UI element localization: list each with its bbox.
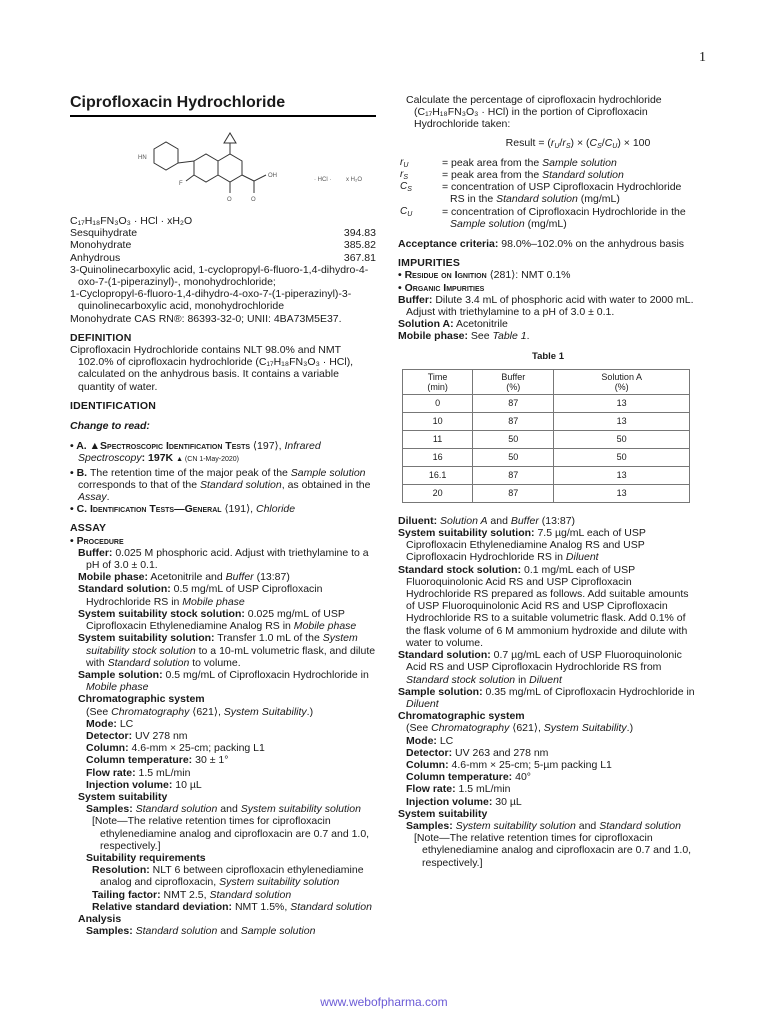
assay-ss-stock-solution: System suitability stock solution: 0.025 mg/mL of USP Ciprofloxacin Ethylenediamine Analog RS in Mobile phase <box>78 607 357 633</box>
identification-heading: IDENTIFICATION <box>70 399 157 412</box>
calc-text: Calculate the percentage of ciprofloxacin hydrochloride (C₁₇H₁₈FN₃O₃ · HCl) in the portion of Ciprofloxacin Hydrochloride taken: <box>406 94 662 131</box>
svg-text:F: F <box>179 181 183 187</box>
oi-buffer: Buffer: Dilute 3.4 mL of phosphoric acid with water to 2000 mL. Adjust with triethylamine to a pH of 3.0 ± 0.1. <box>398 293 694 319</box>
assay-resolution: Resolution: NLT 6 between ciprofloxacin ethylenediamine analog and ciprofloxacin, System suitability solution <box>92 864 364 889</box>
oi-ss-solution: System suitability solution: 7.5 µg/mL each of USP Ciprofloxacin Ethylenediamine Analog RS and USP Ciprofloxacin Hydrochloride RS in Diluent <box>398 527 646 564</box>
assay-sample-solution: Sample solution: 0.5 mg/mL of Ciprofloxacin Hydrochloride in Mobile phase <box>78 668 369 694</box>
oi-standard-solution: Standard solution: 0.7 µg/mL each of USP Fluoroquinolonic Acid RS and USP Ciprofloxacin Hydrochloride RS from Standard stock solution in Diluent <box>398 649 682 686</box>
definition-heading: DEFINITION <box>70 331 132 344</box>
assay-injection-volume: Injection volume: 10 µL <box>86 778 202 791</box>
table-row: 10 87 13 <box>403 412 690 430</box>
assay-note: [Note—The relative retention times for ciprofloxacin ethylenediamine analog and ciprofloxacin are 0.7 and 1.0, respectively.] <box>92 815 370 852</box>
oi-injection-volume: Injection volume: 30 µL <box>406 795 522 808</box>
assay-ss-samples: Samples: Standard solution and System suitability solution <box>86 803 361 816</box>
assay-buffer: Buffer: 0.025 M phosphoric acid. Adjust with triethylamine to a pH of 3.0 ± 0.1. <box>78 546 369 572</box>
impurities-heading: IMPURITIES <box>398 257 461 270</box>
oi-solution-a: Solution A: Acetonitrile <box>398 318 508 331</box>
svg-text:O: O <box>251 197 256 203</box>
identification-c: • C. Identification Tests—General ⟨191⟩, Chloride <box>70 503 296 516</box>
symbol-cs: $C_S$ <box>400 181 412 194</box>
assay-analysis-samples: Samples: Standard solution and Sample solution <box>86 925 316 938</box>
assay-heading: ASSAY <box>70 522 107 535</box>
right-column <box>398 94 698 869</box>
oi-chrom-heading: Chromatographic system <box>398 710 525 723</box>
assay-chrom-ref: (See Chromatography ⟨621⟩, System Suitability.) <box>86 705 314 718</box>
assay-tailing: Tailing factor: NMT 2.5, Standard solution <box>92 888 292 901</box>
oi-mobile-phase: Mobile phase: See Table 1. <box>398 330 530 343</box>
result-equation: Result = $(r_U/r_S) \times (C_S/C_U) \times 100$ <box>505 136 651 150</box>
identification-a: • A. ▲Spectroscopic Identification Tests ⟨197⟩, Infrared Spectroscopy: 197K ▲ (CN 1-May-2020) <box>70 440 321 465</box>
table-row: 20 87 13 <box>403 484 690 502</box>
oi-note: [Note—The relative retention times for ciprofloxacin ethylenediamine analog and ciprofloxacin are 0.7 and 1.0, respectively.] <box>414 832 692 869</box>
change-to-read: Change to read: <box>70 420 150 433</box>
chemical-name-2: 1-Cyclopropyl-6-fluoro-1,4-dihydro-4-oxo-7-(1-piperazinyl)-3-quinolinecarboxylic acid, monohydrochloride <box>70 288 352 313</box>
table-row: 0 87 13 <box>403 394 690 412</box>
gradient-table <box>402 369 690 503</box>
assay-system-suitability: System suitability <box>78 790 168 803</box>
assay-column: Column: 4.6-mm × 25-cm; packing L1 <box>86 742 265 755</box>
oi-system-suitability: System suitability <box>398 807 488 820</box>
table-row: 16 50 50 <box>403 448 690 466</box>
oi-column: Column: 4.6-mm × 25-cm; 5-µm packing L1 <box>406 758 612 771</box>
oi-column-temp: Column temperature: 40° <box>406 771 531 784</box>
svg-text:HN: HN <box>138 155 147 161</box>
assay-analysis: Analysis <box>78 912 122 925</box>
assay-requirements: Suitability requirements <box>86 851 206 864</box>
svg-text:· HCl ·: · HCl · <box>314 177 332 183</box>
symbol-ru: $r_U$ <box>400 156 409 169</box>
molecular-formula: C₁₇H₁₈FN₃O₃ · HCl · xH₂O <box>70 215 193 227</box>
chemical-structure <box>70 117 376 213</box>
procedure-heading: • Procedure <box>70 534 124 547</box>
assay-mode: Mode: LC <box>86 717 134 730</box>
assay-detector: Detector: UV 278 nm <box>86 729 188 742</box>
page-number: 1 <box>699 50 706 65</box>
svg-text:x H₂O: x H₂O <box>346 177 362 183</box>
oi-ss-samples: Samples: System suitability solution and Standard solution <box>406 819 681 832</box>
identification-b: • B. The retention time of the major peak of the Sample solution corresponds to that of the Standard solution, as obtained in the Assay. <box>70 466 371 504</box>
assay-rsd: Relative standard deviation: NMT 1.5%, Standard solution <box>92 900 372 913</box>
monograph-title: Ciprofloxacin Hydrochloride <box>70 94 376 117</box>
residue-on-ignition: • Residue on Ignition ⟨281⟩: NMT 0.1% <box>398 269 571 282</box>
cas-number: Monohydrate CAS RN®: 86393-32-0; UNII: 4BA73M5E37. <box>70 312 342 325</box>
left-column <box>70 94 376 937</box>
svg-text:OH: OH <box>268 173 277 179</box>
table-row: 16.1 87 13 <box>403 466 690 484</box>
chemical-name-1: 3-Quinolinecarboxylic acid, 1-cyclopropyl-6-fluoro-1,4-dihydro-4-oxo-7-(1-piperazinyl)-, monohydrochloride; <box>70 263 369 289</box>
oi-diluent: Diluent: Solution A and Buffer (13:87) <box>398 514 576 527</box>
symbol-cu: $C_U$ <box>400 205 413 218</box>
weight-row: Sesquihydrate 394.83 <box>70 227 376 240</box>
definition-text: Ciprofloxacin Hydrochloride contains NLT 98.0% and NMT 102.0% of ciprofloxacin hydrochloride (C₁₇H₁₈FN₃O₃ · HCl), calculated on the anhydrous basis. It contains a variable quantity of water. <box>70 344 354 393</box>
oi-standard-stock: Standard stock solution: 0.1 mg/mL each of USP Fluoroquinolonic Acid RS and USP Ciprofloxacin Hydrochloride RS prepared as follows. Add suitable amounts of USP Fluoroquinolonic Acid RS and USP Ciprofloxacin Hydrochloride RS to a suitable volumetric flask. Add 0.1% of the flask volume of 6 M ammonium hydroxide and dilute with water to volume. <box>398 563 689 649</box>
organic-impurities: • Organic Impurities <box>398 281 485 294</box>
table-header: Time (min) <box>403 369 473 394</box>
assay-mobile-phase: Mobile phase: Acetonitrile and Buffer (13:87) <box>78 571 290 584</box>
oi-chrom-ref: (See Chromatography ⟨621⟩, System Suitability.) <box>406 722 634 735</box>
assay-flow-rate: Flow rate: 1.5 mL/min <box>86 766 191 779</box>
footer-link[interactable]: www.webofpharma.com <box>320 995 448 1009</box>
assay-column-temp: Column temperature: 30 ± 1° <box>86 754 229 767</box>
svg-text:O: O <box>227 197 232 203</box>
weight-row: Monohydrate 385.82 <box>70 239 376 252</box>
table-row: 11 50 50 <box>403 430 690 448</box>
def-rs: = peak area from the Standard solution <box>442 169 624 182</box>
table-header: Buffer (%) <box>473 369 554 394</box>
oi-flow-rate: Flow rate: 1.5 mL/min <box>406 783 511 796</box>
assay-chrom-heading: Chromatographic system <box>78 693 205 706</box>
def-cu: = concentration of Ciprofloxacin Hydrochloride in the Sample solution (mg/mL) <box>442 205 686 230</box>
oi-sample-solution: Sample solution: 0.35 mg/mL of Ciprofloxacin Hydrochloride in Diluent <box>398 685 695 710</box>
table-caption: Table 1 <box>531 350 565 362</box>
oi-detector: Detector: UV 263 and 278 nm <box>406 746 549 759</box>
def-cs: = concentration of USP Ciprofloxacin Hydrochloride RS in the Standard solution (mg/mL) <box>442 181 682 206</box>
assay-ss-solution: System suitability solution: Transfer 1.0 mL of the System suitability stock solution to a 10-mL volumetric flask, and dilute with Standard solution to volume. <box>78 632 376 669</box>
oi-mode: Mode: LC <box>406 734 454 747</box>
variable-definitions <box>400 157 698 230</box>
assay-standard-solution: Standard solution: 0.5 mg/mL of USP Ciprofloxacin Hydrochloride RS in Mobile phase <box>78 583 323 608</box>
weight-list <box>70 227 376 264</box>
structure-diagram <box>124 121 374 211</box>
symbol-rs: $r_S$ <box>400 169 409 182</box>
table-header: Solution A (%) <box>554 369 690 394</box>
weight-row: Anhydrous 367.81 <box>70 251 376 264</box>
table-header-row <box>403 369 690 394</box>
acceptance-criteria: Acceptance criteria: 98.0%–102.0% on the anhydrous basis <box>398 238 685 251</box>
def-ru: = peak area from the Sample solution <box>442 156 617 169</box>
